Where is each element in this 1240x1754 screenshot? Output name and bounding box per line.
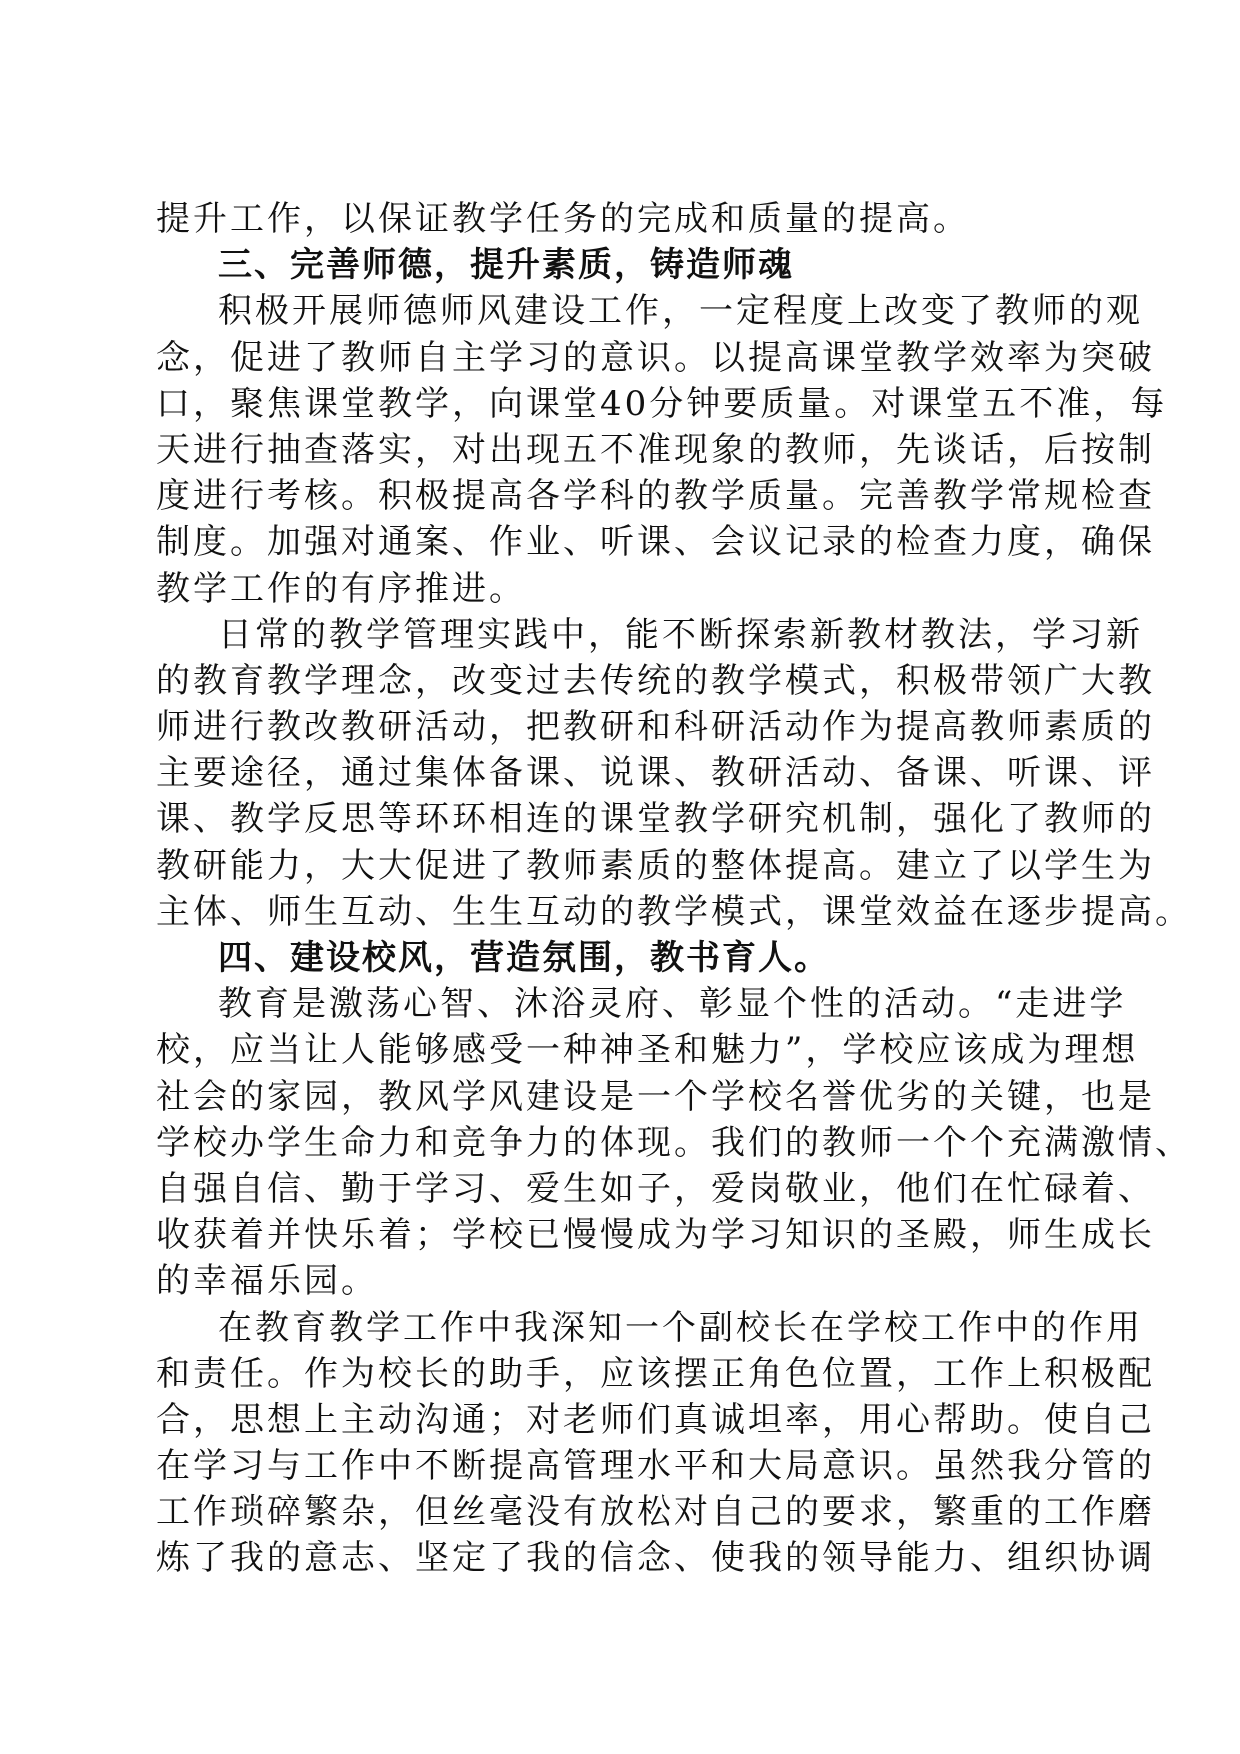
paragraph-line: 在教育教学工作中我深知一个副校长在学校工作中的作用: [218, 1307, 1143, 1348]
paragraph-line: 收获着并快乐着；学校已慢慢成为学习知识的圣殿，师生成长: [156, 1215, 1155, 1256]
paragraph-line: 的教育教学理念，改变过去传统的教学模式，积极带领广大教: [156, 660, 1155, 701]
paragraph-line: 教育是激荡心智、沐浴灵府、彰显个性的活动。“走进学: [218, 984, 1127, 1025]
paragraph-line: 工作琐碎繁杂，但丝毫没有放松对自己的要求，繁重的工作磨: [156, 1492, 1155, 1533]
paragraph-line: 积极开展师德师风建设工作，一定程度上改变了教师的观: [218, 291, 1143, 332]
paragraph-line: 提升工作，以保证教学任务的完成和质量的提高。: [156, 199, 970, 239]
paragraph-line: 课、教学反思等环环相连的课堂教学研究机制，强化了教师的: [156, 799, 1155, 840]
section-heading-4: 四、建设校风，营造氛围，教书育人。: [218, 938, 830, 978]
paragraph-line: 念，促进了教师自主学习的意识。以提高课堂教学效率为突破: [156, 337, 1155, 378]
section-heading-3: 三、完善师德，提升素质，铸造师魂: [218, 245, 794, 286]
paragraph-line: 主体、师生互动、生生互动的教学模式，课堂效益在逐步提高。: [156, 891, 1192, 932]
paragraph-line: 的幸福乐园。: [156, 1261, 378, 1302]
paragraph-line: 度进行考核。积极提高各学科的教学质量。完善教学常规检查: [156, 476, 1155, 517]
paragraph-line: 天进行抽查落实，对出现五不准现象的教师，先谈话，后按制: [156, 429, 1155, 470]
paragraph-line: 社会的家园，教风学风建设是一个学校名誉优劣的关键，也是: [156, 1076, 1155, 1117]
paragraph-line: 教研能力，大大促进了教师素质的整体提高。建立了以学生为: [156, 845, 1155, 886]
body-text: [156, 196, 1192, 1582]
paragraph-line: 主要途径，通过集体备课、说课、教研活动、备课、听课、评: [156, 753, 1155, 794]
paragraph-line: 和责任。作为校长的助手，应该摆正角色位置，工作上积极配: [156, 1353, 1155, 1394]
paragraph-line: 制度。加强对通案、作业、听课、会议记录的检查力度，确保: [156, 522, 1155, 563]
paragraph-line: 在学习与工作中不断提高管理水平和大局意识。虽然我分管的: [156, 1446, 1155, 1487]
paragraph-line: 自强自信、勤于学习、爱生如子，爱岗敬业，他们在忙碌着、: [156, 1168, 1155, 1209]
paragraph-line: 教学工作的有序推进。: [156, 568, 526, 609]
paragraph-line: 口，聚焦课堂教学，向课堂40分钟要质量。对课堂五不准，每: [156, 383, 1168, 424]
paragraph-line: 师进行教改教研活动，把教研和科研活动作为提高教师素质的: [156, 707, 1155, 748]
paragraph-line: 校，应当让人能够感受一种神圣和魅力”，学校应该成为理想: [156, 1030, 1139, 1071]
paragraph-line: 炼了我的意志、坚定了我的信念、使我的领导能力、组织协调: [156, 1538, 1155, 1579]
paragraph-line: 日常的教学管理实践中，能不断探索新教材教法，学习新: [218, 614, 1143, 655]
paragraph-line: 合，思想上主动沟通；对老师们真诚坦率，用心帮助。使自己: [156, 1399, 1155, 1440]
paragraph-line: 学校办学生命力和竞争力的体现。我们的教师一个个充满激情、: [156, 1122, 1192, 1163]
